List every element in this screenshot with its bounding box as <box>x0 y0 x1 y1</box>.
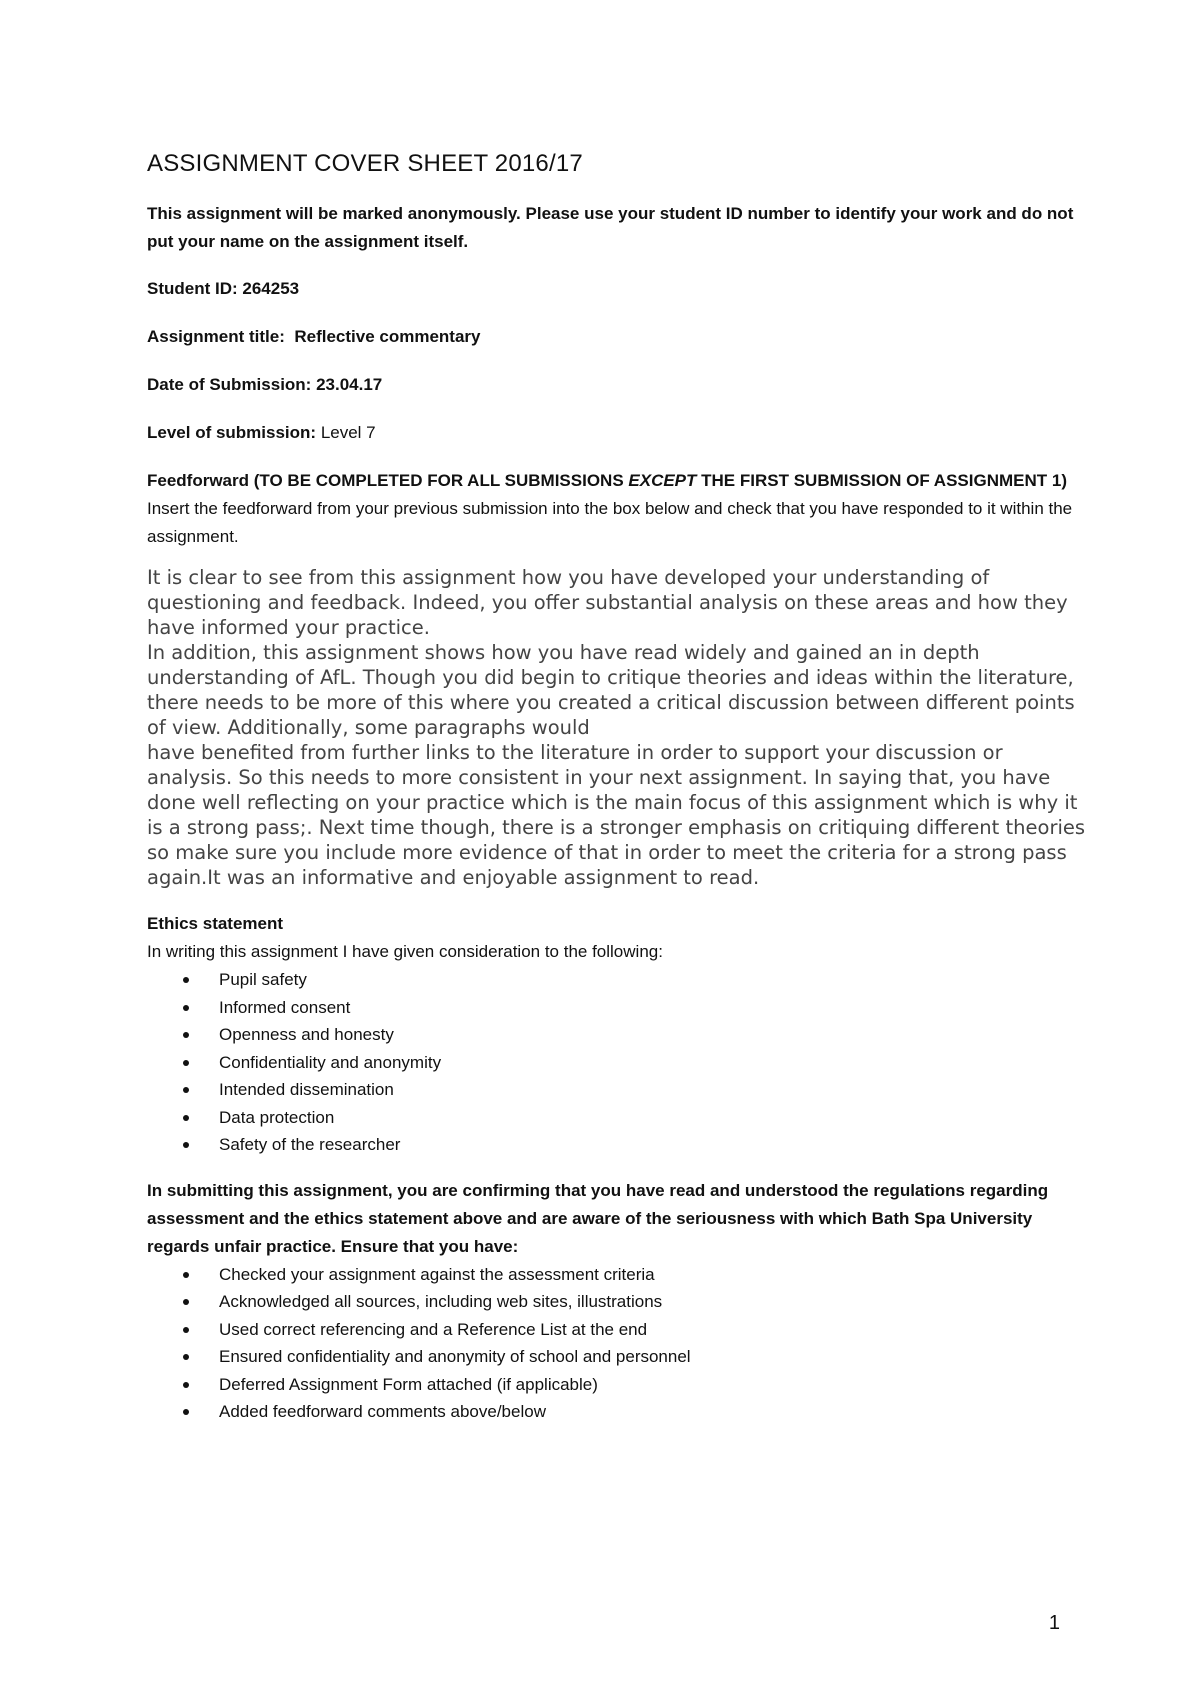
page-number: 1 <box>1048 1612 1060 1634</box>
list-item-text: Intended dissemination <box>219 1080 394 1099</box>
list-item-text: Added feedforward comments above/below <box>219 1402 546 1421</box>
bullet-icon <box>183 1327 189 1333</box>
date-of-submission-label: Date of Submission: <box>147 375 317 394</box>
bullet-icon <box>183 1142 189 1148</box>
bullet-icon <box>183 1060 189 1066</box>
list-item-text: Ensured confidentiality and anonymity of school and personnel <box>219 1347 691 1366</box>
level-of-submission-label: Level of submission: <box>147 423 321 442</box>
assignment-title-field <box>147 323 1087 351</box>
assignment-title-value: Reflective commentary <box>294 327 481 346</box>
declaration-text: In submitting this assignment, you are confirming that you have read and understood the regulations regarding assessment and the ethics statement above and are aware of the seriousness with which Bath Spa University regards unfair practice. Ensure that you have: <box>147 1180 1049 1256</box>
list-item-text: Used correct referencing and a Reference List at the end <box>219 1319 648 1339</box>
page-title: ASSIGNMENT COVER SHEET 2016/17 <box>147 150 583 177</box>
feedforward-heading-end: THE FIRST SUBMISSION OF ASSIGNMENT 1) <box>696 471 1067 490</box>
list-item-text: Data protection <box>219 1107 335 1127</box>
list-item <box>147 1371 1087 1399</box>
feedforward-instruction: Insert the feedforward from your previous submission into the box below and check that you have responded to it within the assignment. <box>147 499 1073 546</box>
bullet-icon <box>183 1005 189 1011</box>
date-of-submission-field <box>147 371 1087 399</box>
bullet-icon <box>183 1032 189 1038</box>
list-item-text: Safety of the researcher <box>219 1135 401 1154</box>
student-id-field <box>147 275 1087 303</box>
list-item <box>147 1398 1087 1426</box>
anonymity-notice: This assignment will be marked anonymously. Please use your student ID number to identify your work and do not put your name on the assignment itself. <box>147 204 1074 251</box>
list-item <box>147 966 1087 994</box>
list-item-text: Acknowledged all sources, including web sites, illustrations <box>219 1292 663 1311</box>
ethics-list <box>147 966 1087 1159</box>
list-item-text: Informed consent <box>219 997 351 1017</box>
document-content <box>147 150 1087 1444</box>
student-id-value: 264253 <box>242 279 300 298</box>
bullet-icon <box>183 1115 189 1121</box>
list-item-text: Confidentiality and anonymity <box>219 1052 442 1072</box>
feedforward-heading-emphasis: EXCEPT <box>628 471 697 490</box>
bullet-icon <box>183 1409 189 1415</box>
list-item-text: Checked your assignment against the assessment criteria <box>219 1264 655 1284</box>
level-of-submission-value: Level 7 <box>320 423 376 442</box>
assignment-title-label: Assignment title: <box>147 327 295 346</box>
list-item-text: Openness and honesty <box>219 1025 394 1044</box>
bullet-icon <box>183 1382 189 1388</box>
feedforward-comment: It is clear to see from this assignment how you have developed your understanding of questioning and feedback. Indeed, you offer substantial analysis on these areas and how they have informed your practice. In addition, this assignment shows how you have read widely and gained an in depth understanding of AfL. Though you did begin to critique theories and ideas within the literature, there needs to be more of this where you created a critical discussion between different points of view. Additionally, some paragraphs would have benefited from further links to the literature in order to support your discussion or analysis. So this needs to more consistent in your next assignment. In saying that, you have done well reflecting on your practice which is the main focus of this assignment which is why it is a strong pass;. Next time though, there is a stronger emphasis on critiquing different theories so make sure you include more evidence of that in order to meet the criteria for a strong pass again.It was an informative and enjoyable assignment to read. <box>147 566 1086 889</box>
ethics-heading: Ethics statement <box>147 914 284 933</box>
bullet-icon <box>183 1354 189 1360</box>
bullet-icon <box>183 1272 189 1278</box>
list-item <box>147 1343 1087 1371</box>
list-item <box>147 1104 1087 1132</box>
student-id-label: Student ID: <box>147 279 243 298</box>
list-item <box>147 1316 1087 1344</box>
list-item <box>147 1131 1087 1159</box>
list-item <box>147 1021 1087 1049</box>
list-item-text: Deferred Assignment Form attached (if applicable) <box>219 1374 598 1394</box>
level-of-submission-field <box>147 419 1087 447</box>
list-item <box>147 1288 1087 1316</box>
feedforward-heading <box>147 467 1087 495</box>
bullet-icon <box>183 1299 189 1305</box>
list-item <box>147 1076 1087 1104</box>
bullet-icon <box>183 977 189 983</box>
bullet-icon <box>183 1087 189 1093</box>
list-item <box>147 1261 1087 1289</box>
list-item-text: Pupil safety <box>219 970 307 989</box>
feedforward-heading-start: Feedforward (TO BE COMPLETED FOR ALL SUBMISSIONS <box>147 471 629 490</box>
declaration-checklist <box>147 1261 1087 1426</box>
ethics-intro: In writing this assignment I have given consideration to the following: <box>147 942 663 961</box>
date-of-submission-value: 23.04.17 <box>316 375 383 394</box>
list-item <box>147 1049 1087 1077</box>
list-item <box>147 994 1087 1022</box>
